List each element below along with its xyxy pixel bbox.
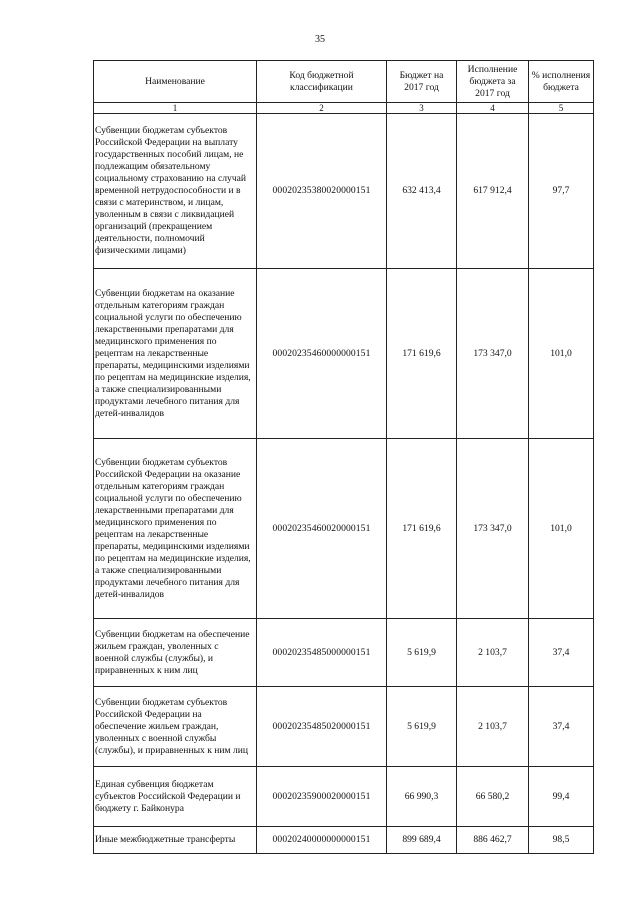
column-number: 3 (387, 103, 457, 114)
header-execution: Исполнение бюджета за 2017 год (457, 61, 529, 103)
row-execution: 2 103,7 (457, 687, 529, 767)
header-name: Наименование (94, 61, 257, 103)
row-percent: 97,7 (529, 114, 594, 269)
table-row (94, 439, 594, 619)
column-number: 5 (529, 103, 594, 114)
row-name: Единая субвенция бюджетам субъектов Российской Федерации и бюджету г. Байконура (94, 767, 257, 827)
row-budget: 899 689,4 (387, 827, 457, 854)
table-row (94, 687, 594, 767)
row-code: 00020235485020000151 (257, 687, 387, 767)
row-percent: 99,4 (529, 767, 594, 827)
row-execution: 886 462,7 (457, 827, 529, 854)
table-row (94, 114, 594, 269)
row-percent: 37,4 (529, 687, 594, 767)
row-execution: 2 103,7 (457, 619, 529, 687)
row-name: Субвенции бюджетам субъектов Российской Федерации на оказание отдельным категориям граждан социальной услуги по обеспечению лекарственными препаратами для медицинского применения по рецептам на лекарственные препараты, медицинскими изделиями по рецептам на медицинские изделия, а также специализированными продуктами лечебного питания для детей-инвалидов (94, 439, 257, 619)
row-name: Иные межбюджетные трансферты (94, 827, 257, 854)
table-row (94, 827, 594, 854)
row-execution: 617 912,4 (457, 114, 529, 269)
column-number: 4 (457, 103, 529, 114)
header-code: Код бюджетной классификации (257, 61, 387, 103)
table-row (94, 269, 594, 439)
row-code: 00020235485000000151 (257, 619, 387, 687)
row-budget: 171 619,6 (387, 269, 457, 439)
row-execution: 173 347,0 (457, 269, 529, 439)
column-number-row (94, 103, 594, 114)
row-name: Субвенции бюджетам на оказание отдельным категориям граждан социальной услуги по обеспечению лекарственными препаратами для медицинского применения по рецептам на лекарственные препараты, медицинскими изделиями по рецептам на медицинские изделия, а также специализированными продуктами лечебного питания для детей-инвалидов (94, 269, 257, 439)
row-budget: 171 619,6 (387, 439, 457, 619)
row-execution: 173 347,0 (457, 439, 529, 619)
row-execution: 66 580,2 (457, 767, 529, 827)
row-code: 00020235460020000151 (257, 439, 387, 619)
table-row (94, 619, 594, 687)
row-name: Субвенции бюджетам субъектов Российской Федерации на выплату государственных пособий лицам, не подлежащим обязательному социальному страхованию на случай временной нетрудоспособности и в связи с материнством, и лицам, уволенным в связи с ликвидацией организаций (прекращением деятельности, полномочий физическими лицами) (94, 114, 257, 269)
row-name: Субвенции бюджетам субъектов Российской Федерации на обеспечение жильем граждан, уволенных с военной службы (службы), и приравненных к ним лиц (94, 687, 257, 767)
page-number: 35 (315, 34, 325, 45)
row-name: Субвенции бюджетам на обеспечение жильем граждан, уволенных с военной службы (службы), и приравненных к ним лиц (94, 619, 257, 687)
column-number: 1 (94, 103, 257, 114)
row-code: 00020235900020000151 (257, 767, 387, 827)
budget-table (93, 60, 594, 854)
row-budget: 66 990,3 (387, 767, 457, 827)
row-code: 00020240000000000151 (257, 827, 387, 854)
row-budget: 5 619,9 (387, 619, 457, 687)
row-percent: 98,5 (529, 827, 594, 854)
row-budget: 632 413,4 (387, 114, 457, 269)
row-budget: 5 619,9 (387, 687, 457, 767)
header-row (94, 61, 594, 103)
row-percent: 101,0 (529, 439, 594, 619)
row-percent: 37,4 (529, 619, 594, 687)
row-code: 00020235380020000151 (257, 114, 387, 269)
row-code: 00020235460000000151 (257, 269, 387, 439)
column-number: 2 (257, 103, 387, 114)
row-percent: 101,0 (529, 269, 594, 439)
table-row (94, 767, 594, 827)
header-percent: % исполнения бюджета (529, 61, 594, 103)
header-budget: Бюджет на 2017 год (387, 61, 457, 103)
